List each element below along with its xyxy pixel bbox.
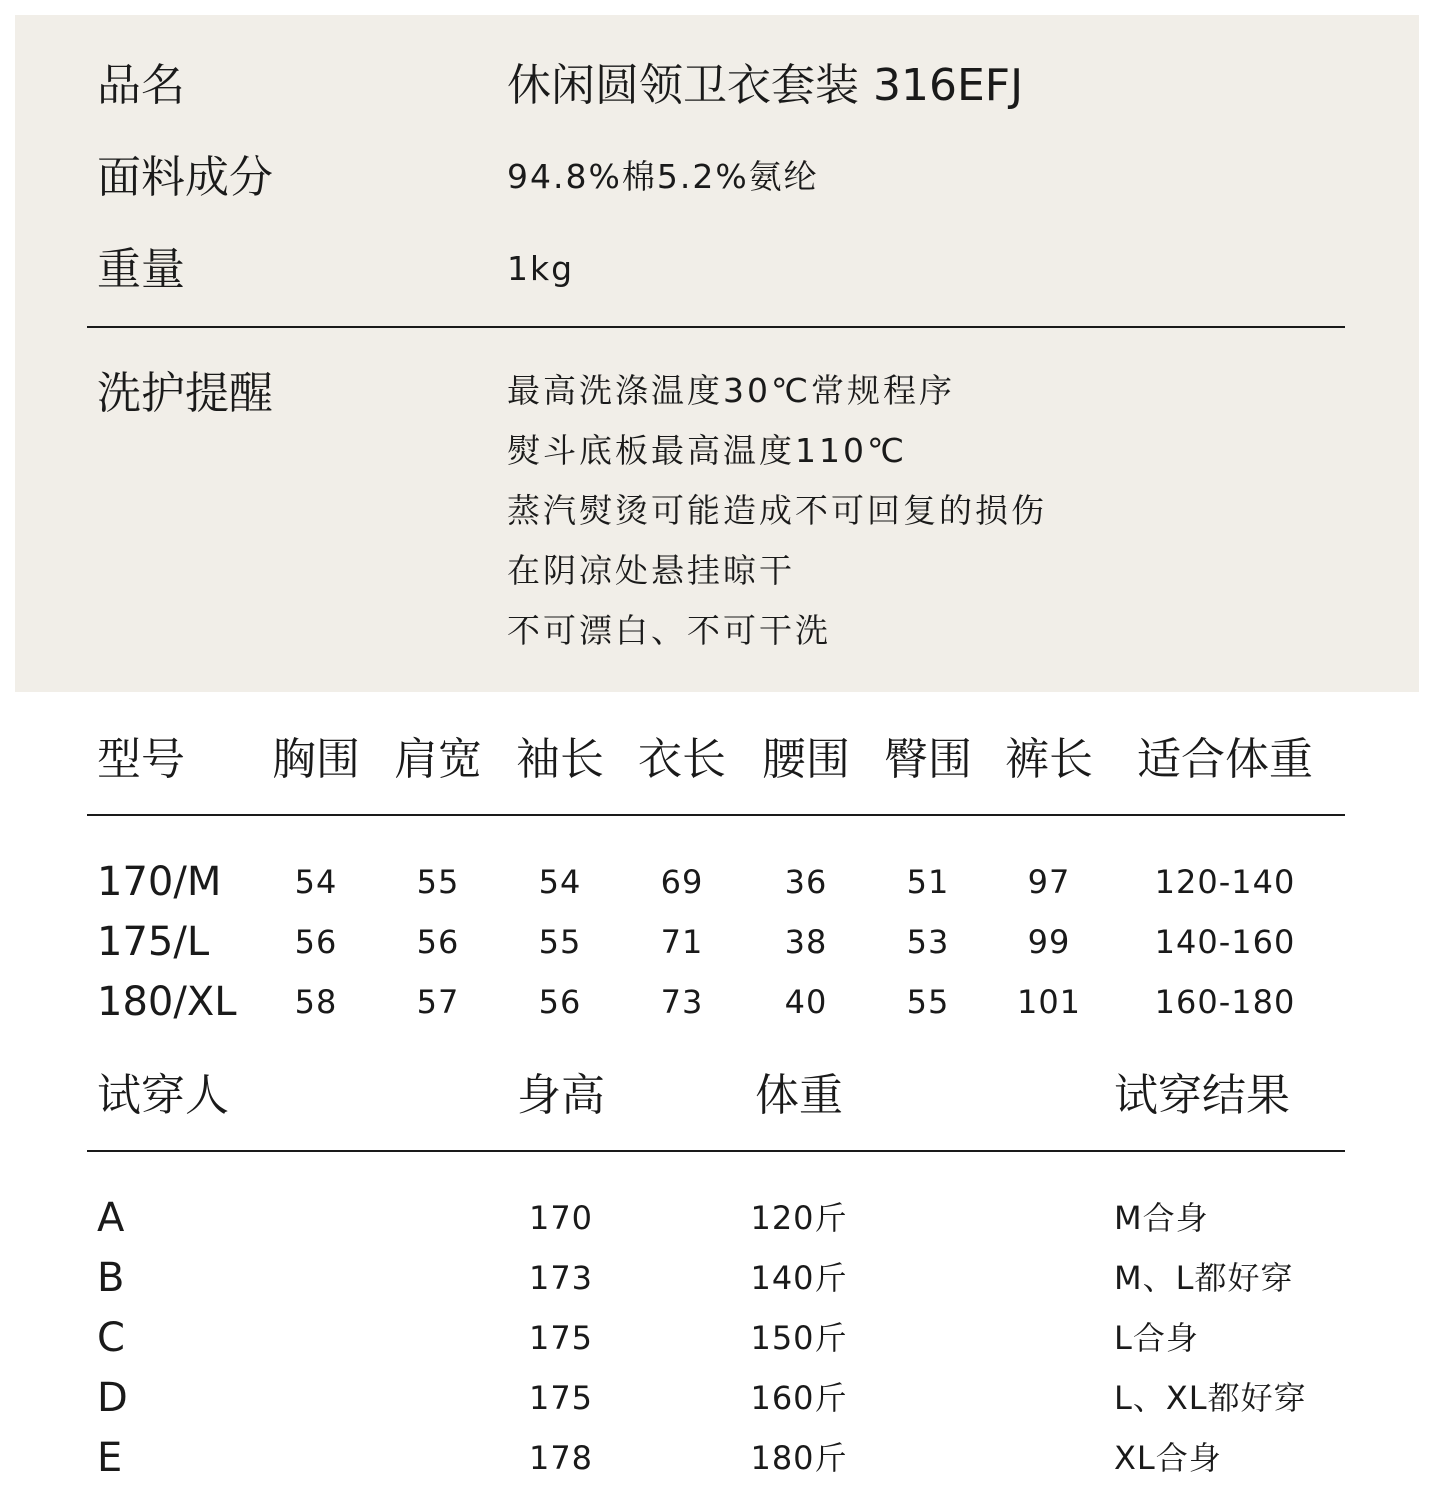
table-cell: 58: [294, 983, 338, 1021]
table-cell: 40: [784, 983, 828, 1021]
weight-value: 1kg: [507, 249, 575, 288]
table-cell: 36: [784, 863, 828, 901]
fit-person: D: [97, 1375, 128, 1421]
size-header-hip: 臀围: [884, 734, 972, 785]
table-cell: XL合身: [1114, 1439, 1222, 1477]
care-line: 不可漂白、不可干洗: [507, 611, 831, 650]
fit-person: C: [97, 1315, 125, 1361]
fit-person: A: [97, 1195, 125, 1241]
size-model: 170/M: [97, 859, 222, 905]
size-model: 175/L: [97, 919, 210, 965]
table-cell: L、XL都好穿: [1114, 1379, 1307, 1417]
table-cell: 38: [784, 923, 828, 961]
size-header-shoulder: 肩宽: [394, 734, 482, 785]
table-cell: 175: [528, 1379, 594, 1417]
product-name-value: 休闲圆领卫衣套装 316EFJ: [507, 60, 1024, 111]
fabric-value: 94.8%棉5.2%氨纶: [507, 157, 819, 196]
table-cell: 170: [528, 1199, 594, 1237]
table-cell: 53: [906, 923, 950, 961]
care-line: 最高洗涤温度30℃常规程序: [507, 371, 956, 410]
table-cell: 160-180: [1154, 983, 1296, 1021]
divider-size-table: [87, 814, 1345, 816]
table-cell: 56: [416, 923, 460, 961]
size-header-model: 型号: [97, 734, 185, 785]
fit-person: B: [97, 1255, 125, 1301]
table-cell: 73: [660, 983, 704, 1021]
table-cell: 56: [538, 983, 582, 1021]
table-cell: 69: [660, 863, 704, 901]
size-header-chest: 胸围: [272, 734, 360, 785]
weight-label: 重量: [97, 244, 185, 295]
fit-header-height: 身高: [517, 1070, 605, 1121]
care-line: 在阴凉处悬挂晾干: [507, 551, 795, 590]
fit-person: E: [97, 1435, 123, 1481]
size-model: 180/XL: [97, 979, 237, 1025]
fabric-label: 面料成分: [97, 152, 273, 203]
care-label: 洗护提醒: [97, 368, 273, 419]
table-cell: 99: [1027, 923, 1071, 961]
size-header-sleeve: 袖长: [516, 734, 604, 785]
fit-header-result: 试穿结果: [1114, 1070, 1290, 1121]
product-name-label: 品名: [97, 60, 185, 111]
divider-info: [87, 326, 1345, 328]
table-cell: 55: [416, 863, 460, 901]
table-cell: 140斤: [750, 1259, 848, 1297]
table-cell: 173: [528, 1259, 594, 1297]
size-header-weight: 适合体重: [1137, 734, 1313, 785]
table-cell: L合身: [1114, 1319, 1199, 1357]
table-cell: 57: [416, 983, 460, 1021]
care-line: 熨斗底板最高温度110℃: [507, 431, 908, 470]
table-cell: M、L都好穿: [1114, 1259, 1294, 1297]
size-header-top-length: 衣长: [638, 734, 726, 785]
table-cell: 120斤: [750, 1199, 848, 1237]
table-cell: 120-140: [1154, 863, 1296, 901]
fit-header-weight: 体重: [755, 1070, 843, 1121]
table-cell: 54: [538, 863, 582, 901]
table-cell: 178: [528, 1439, 594, 1477]
divider-fit-table: [87, 1150, 1345, 1152]
table-cell: 101: [1016, 983, 1082, 1021]
table-cell: 71: [660, 923, 704, 961]
care-line: 蒸汽熨烫可能造成不可回复的损伤: [507, 491, 1047, 530]
size-header-waist: 腰围: [762, 734, 850, 785]
table-cell: 150斤: [750, 1319, 848, 1357]
table-cell: 140-160: [1154, 923, 1296, 961]
table-cell: 175: [528, 1319, 594, 1357]
table-cell: 56: [294, 923, 338, 961]
table-cell: 51: [906, 863, 950, 901]
table-cell: 97: [1027, 863, 1071, 901]
table-cell: 180斤: [750, 1439, 848, 1477]
size-header-pants-length: 裤长: [1005, 734, 1093, 785]
table-cell: M合身: [1114, 1199, 1209, 1237]
product-info-panel: [15, 15, 1419, 692]
table-cell: 55: [538, 923, 582, 961]
table-cell: 55: [906, 983, 950, 1021]
fit-header-person: 试穿人: [97, 1070, 229, 1121]
table-cell: 160斤: [750, 1379, 848, 1417]
table-cell: 54: [294, 863, 338, 901]
